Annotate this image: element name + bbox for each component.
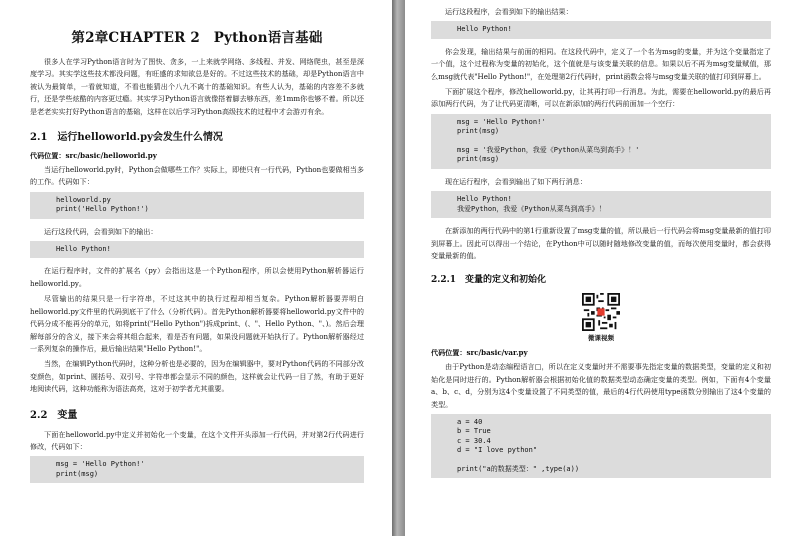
paragraph: 你会发现，输出结果与前面的相同。在这段代码中，定义了一个名为msg的变量，并为这个变量指定了一个值，这个过程称为变量的初始化，这个值就是与该变量关联的信息。如果以后不再为msg变量赋值，那么msg就代表"Hello Python!"，在处理第2行代码时，print函数会将与msg变量关联的值打印到屏幕上。 [431,46,771,81]
qr-caption: 微课视频 [588,334,614,343]
section-heading-2-2: 2.2 变量 [30,409,78,421]
page-left [0,0,392,536]
paragraph: 下面扩展这个程序，修改helloworld.py，让其再打印一行消息。为此，需要在helloworld.py的最后再添加两行代码，为了让代码更清晰，可以在新添加的两行代码前面加一个空行： [431,87,771,109]
paragraph: 在新添加的两行代码中的第1行重新设置了msg变量的值，所以最后一行代码会将msg变量最新的值打印到屏幕上。因此可以得出一个结论，在Python中可以随时随地修改变量的值，而每次使用变量时，都会获得变量最新的值。 [431,226,771,260]
chapter-title: 第2章CHAPTER 2 Python语言基础 [71,30,323,46]
code-block: a = 40 b = True c = 30.4 d = "I love python" print("a的数据类型：" ,type(a)) [431,414,771,478]
paragraph: 由于Python是动态编程语言□，所以在定义变量时并不需要事先指定变量的数据类型，变量的定义和初始化是同时进行的。Python解析器会根据初始化值的数据类型动态确定变量的类型。例如，下面有4个变量a、b、c、d，分别为这4个变量设置了不同类型的值，最后的4行代码使用type函数分别输出了这4个变量的类型。 [431,362,771,409]
output-block: Hello Python! 我爱Python，我爱《Python从菜鸟到高手》！ [431,191,771,218]
paragraph: 当然，在编辑Python代码时，这种分析也是必要的，因为在编辑器中，要对Python代码的不同部分改变颜色，如print、圆括号、双引号、字符串都会显示不同的颜色，这样就会让代码一目了然，有助于更好地阅读代码，这种功能称为语法高亮，这对于初学者尤其重要。 [30,359,364,394]
output-block: Hello Python! [431,21,771,38]
paragraph: 当运行helloworld.py时，Python会做哪些工作？实际上，即使只有一行代码，Python也要做相当多的工作。代码如下： [30,165,364,187]
page-gutter [392,0,405,536]
paragraph: 运行这段程序，会看到如下的输出结果： [445,7,573,16]
qr-code-icon[interactable] [582,293,620,331]
code-location: 代码位置：src/basic/helloworld.py [30,151,157,161]
subsection-heading-2-2-1: 2.2.1 变量的定义和初始化 [431,275,547,286]
intro-paragraph: 很多人在学习Python语言时为了图快、贪多，一上来就学网络、多线程、并发、网络爬虫，甚至是深度学习。其实学这些技术都没问题，有旺盛的求知欲总是好的。不过这些技术的基础，却是Python语言中被认为最简单，一看就知道，不看也能猜出个八九不离十的基础知识。有些人认为，基础的内容差不多就行，还是学些炫酷的内容更过瘾。其实学习Python语言就像搭着脚去够东西，差1mm你也够不着。所以还是老老实实打好Python语言的基础，这样在以后学习Python高级技术的过程中才会游刃有余。 [30,57,364,116]
section-heading-2-1: 2.1 运行helloworld.py会发生什么情况 [30,132,223,144]
code-block: msg = 'Hello Python!' print(msg) msg = '我爱Python，我爱《Python从菜鸟到高手》！' print(msg) [431,114,771,169]
code-block: msg = 'Hello Python!' print(msg) [30,456,364,483]
paragraph: 在运行程序时，文件的扩展名（py）会指出这是一个Python程序，所以会使用Python解析器运行helloworld.py。 [30,266,364,288]
code-block: helloworld.py print('Hello Python!') [30,192,364,219]
paragraph: 尽管输出的结果只是一行字符串，不过这其中的执行过程却相当复杂。Python解析器要弄明白helloworld.py文件里的代码到底干了什么（分析代码）。首先Python解析器要将helloworld.py文件中的代码分成不能再分的单元，如将print("Hello Python")拆成print、(、"、Hello Python、"、)。然后会理解每部分的含义，接下来会将其组合起来，看是否有问题，如果没问题就开始执行了。Python解析器经过一系列复杂的操作后，最后输出结果"Hello Python!"。 [30,294,364,353]
output-block: Hello Python! [30,241,364,258]
code-location: 代码位置：src/basic/var.py [431,348,528,358]
page-right [405,0,797,536]
paragraph: 下面在helloworld.py中定义并初始化一个变量，在这个文件开头添加一行代码，并对第2行代码进行修改，代码如下： [30,429,364,451]
paragraph: 现在运行程序，会看到输出了如下两行消息： [445,176,587,186]
paragraph: 运行这段代码，会看到如下的输出： [44,226,158,236]
